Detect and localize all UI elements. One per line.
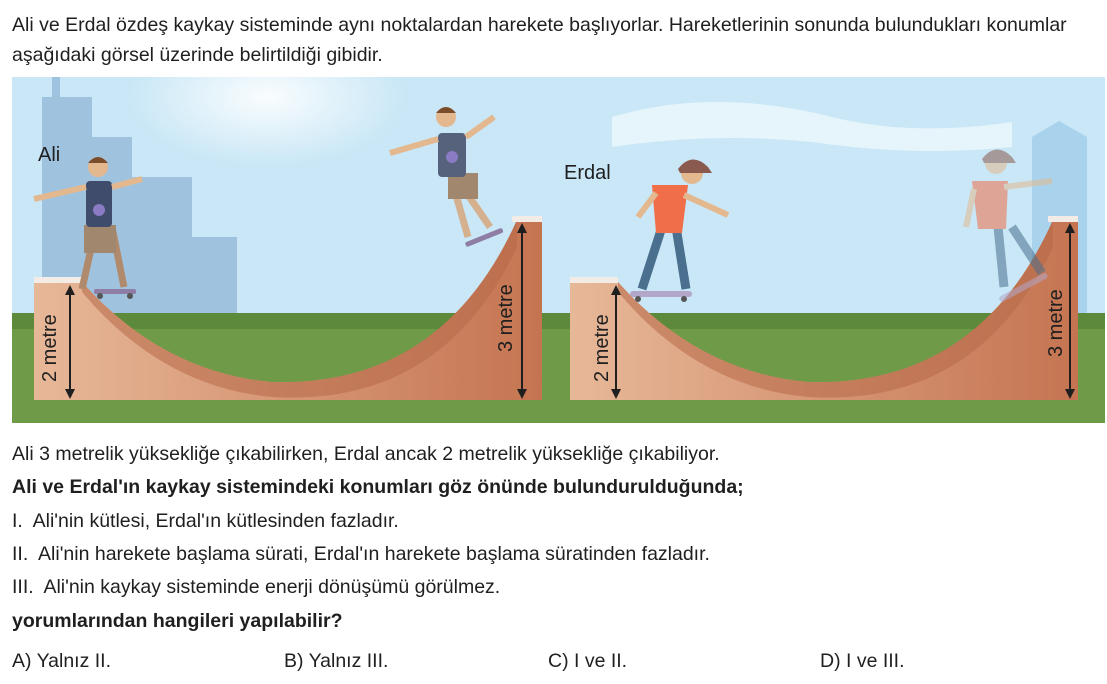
label-erdal: Erdal (564, 162, 611, 184)
label-left-high: 3 metre (495, 284, 517, 352)
choice-text: Yalnız III. (308, 650, 389, 672)
choice-letter: C) (548, 650, 569, 672)
item-text: Ali'nin harekete başlama sürati, Erdal'ın harekete başlama süratinden fazladır. (38, 543, 710, 565)
ground-shade (12, 313, 1105, 329)
skate-ramp-figure (12, 77, 1105, 423)
list-item (12, 510, 399, 533)
choice-letter: A) (12, 650, 32, 672)
item-number: III. (12, 576, 34, 598)
item-number: I. (12, 510, 23, 532)
list-item (12, 543, 710, 566)
label-right-high: 3 metre (1045, 289, 1067, 357)
item-text: Ali'nin kütlesi, Erdal'ın kütlesinden fazladır. (32, 510, 399, 532)
question-intro: Ali ve Erdal özdeş kaykay sisteminde aynı noktalardan harekete başlıyorlar. Hareketlerinin sonunda bulundukları konumlar aşağıdaki görsel üzerinde belirtildiği gibidir. (12, 14, 1067, 66)
choice-d[interactable] (820, 650, 905, 673)
label-left-low: 2 metre (39, 314, 61, 382)
list-item (12, 576, 500, 599)
question-closing: yorumlarından hangileri yapılabilir? (12, 610, 343, 632)
choice-a[interactable] (12, 650, 111, 673)
item-text: Ali'nin kaykay sisteminde enerji dönüşümü görülmez. (43, 576, 501, 598)
choice-c[interactable] (548, 650, 627, 673)
choice-b[interactable] (284, 650, 388, 673)
choice-letter: B) (284, 650, 304, 672)
question-prompt: Ali ve Erdal'ın kaykay sistemindeki konumları göz önünde bulundurulduğunda; (12, 476, 744, 498)
choice-text: Yalnız II. (36, 650, 111, 672)
item-number: II. (12, 543, 29, 565)
choice-letter: D) (820, 650, 841, 672)
choice-text: I ve III. (846, 650, 905, 672)
question-statement: Ali 3 metrelik yüksekliğe çıkabilirken, Erdal ancak 2 metrelik yüksekliğe çıkabiliyor. (12, 443, 720, 465)
label-ali: Ali (38, 144, 61, 166)
choice-text: I ve II. (574, 650, 628, 672)
label-right-low: 2 metre (591, 314, 613, 382)
